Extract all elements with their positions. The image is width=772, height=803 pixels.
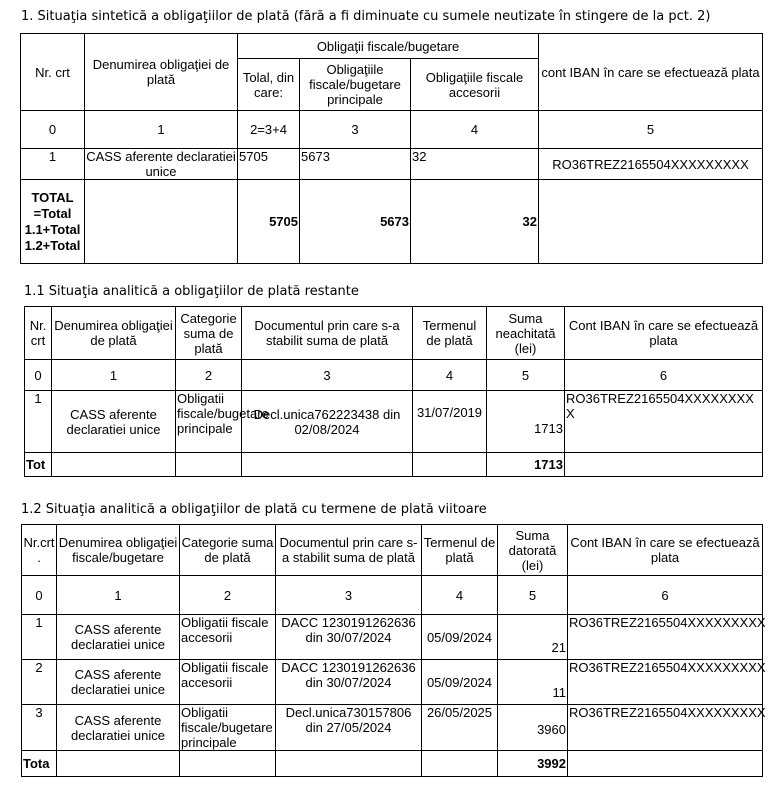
row-nr: 2 xyxy=(22,660,57,705)
total-empty-cell xyxy=(57,751,180,777)
row-suma: 11 xyxy=(498,660,568,705)
table-row xyxy=(21,149,763,180)
index-cell: 3 xyxy=(276,576,422,615)
header-iban: Cont IBAN în care se efectuează plata xyxy=(565,307,763,360)
total-row xyxy=(22,751,763,777)
total-suma-value: 1713 xyxy=(487,453,565,477)
header-suma: Suma neachitată (lei) xyxy=(487,307,565,360)
index-cell: 3 xyxy=(300,111,411,149)
index-cell: 0 xyxy=(22,576,57,615)
row-iban: RO36TREZ2165504XXXXXXXXX xyxy=(539,149,763,180)
header-obligatii-group: Obligaţii fiscale/bugetare xyxy=(238,34,539,59)
section-1-1-title: 1.1 Situaţia analitică a obligaţiilor de plată restante xyxy=(24,284,359,299)
index-cell: 5 xyxy=(539,111,763,149)
index-cell: 4 xyxy=(413,360,487,391)
row-categorie: Obligatii fiscale/bugetare principale xyxy=(180,705,276,751)
header-termen: Termenul de plată xyxy=(413,307,487,360)
total-accesorii-value: 32 xyxy=(411,180,539,264)
index-cell: 1 xyxy=(52,360,176,391)
section-1-2-title: 1.2 Situaţia analitică a obligaţiilor de plată cu termene de plată viitoare xyxy=(21,502,487,517)
header-nr-crt: Nr. crt xyxy=(25,307,52,360)
index-cell: 5 xyxy=(487,360,565,391)
row-termen: 05/09/2024 xyxy=(422,660,498,705)
row-suma: 21 xyxy=(498,615,568,660)
header-iban: Cont IBAN în care se efectuează plata xyxy=(568,525,763,576)
header-iban: cont IBAN în care se efectuează plata xyxy=(539,34,763,111)
header-accesorii: Obligaţiile fiscale accesorii xyxy=(411,59,539,111)
total-row xyxy=(21,180,763,264)
header-document: Documentul prin care s-a stabilit suma de plată xyxy=(276,525,422,576)
index-cell: 1 xyxy=(85,111,238,149)
row-termen: 26/05/2025 xyxy=(422,705,498,751)
header-document: Documentul prin care s-a stabilit suma de plată xyxy=(242,307,413,360)
row-termen: 31/07/2019 xyxy=(413,391,487,453)
row-suma: 3960 xyxy=(498,705,568,751)
total-suma-value: 3992 xyxy=(498,751,568,777)
header-total: Tolal, din care: xyxy=(238,59,300,111)
header-nr-crt: Nr. crt xyxy=(21,34,85,111)
table-row xyxy=(22,660,763,705)
header-categorie: Categorie suma de plată xyxy=(180,525,276,576)
total-principale-value: 5673 xyxy=(300,180,411,264)
total-empty-cell xyxy=(176,453,242,477)
restante-table xyxy=(24,306,763,477)
total-empty-cell xyxy=(539,180,763,264)
total-empty-cell xyxy=(422,751,498,777)
row-nr: 3 xyxy=(22,705,57,751)
viitoare-table xyxy=(21,524,766,777)
total-empty-cell xyxy=(568,751,763,777)
index-cell: 2=3+4 xyxy=(238,111,300,149)
header-nr-crt: Nr.crt . xyxy=(22,525,57,576)
row-denumirea: CASS aferente declaratiei unice xyxy=(57,615,180,660)
index-cell: 6 xyxy=(568,576,763,615)
row-denumirea: CASS aferente declaratiei unice xyxy=(86,149,236,179)
header-principale: Obligaţiile fiscale/bugetare principale xyxy=(300,59,411,111)
total-empty-cell xyxy=(565,453,763,477)
row-iban: RO36TREZ2165504XXXXXXXXX xyxy=(565,391,763,453)
header-denumirea: Denumirea obligaţiei fiscale/bugetare xyxy=(57,525,180,576)
index-cell: 5 xyxy=(498,576,568,615)
row-categorie: Obligatii fiscale/bugetare principale xyxy=(176,391,242,453)
section-1-title: 1. Situaţia sintetică a obligaţiilor de plată (fără a fi diminuate cu sumele neutizate în stingere de la pct. 2) xyxy=(21,9,711,24)
index-cell: 4 xyxy=(422,576,498,615)
row-iban: RO36TREZ2165504XXXXXXXXX xyxy=(568,705,763,751)
header-suma: Suma datorată (lei) xyxy=(498,525,568,576)
row-termen: 05/09/2024 xyxy=(422,615,498,660)
row-total: 5705 xyxy=(238,149,300,180)
table-row xyxy=(22,615,763,660)
row-document: DACC 1230191262636 din 30/07/2024 xyxy=(276,660,422,705)
index-cell: 0 xyxy=(21,111,85,149)
row-categorie: Obligatii fiscale accesorii xyxy=(180,615,276,660)
header-termen: Termenul de plată xyxy=(422,525,498,576)
total-empty-cell xyxy=(52,453,176,477)
total-label: Tot xyxy=(25,453,52,477)
header-categorie: Categorie suma de plată xyxy=(176,307,242,360)
row-iban: RO36TREZ2165504XXXXXXXXX xyxy=(568,660,763,705)
row-principale: 5673 xyxy=(300,149,411,180)
row-denumirea: CASS aferente declaratiei unice xyxy=(52,391,176,453)
index-cell: 4 xyxy=(411,111,539,149)
total-value: 5705 xyxy=(238,180,300,264)
index-cell: 2 xyxy=(176,360,242,391)
row-denumirea: CASS aferente declaratiei unice xyxy=(57,705,180,751)
row-denumirea: CASS aferente declaratiei unice xyxy=(57,660,180,705)
total-empty-cell xyxy=(276,751,422,777)
header-denumirea: Denumirea obligaţiei de plată xyxy=(52,307,176,360)
index-cell: 1 xyxy=(57,576,180,615)
table-row xyxy=(25,391,763,453)
total-label: Tota xyxy=(22,751,57,777)
row-document: Decl.unica762223438 din 02/08/2024 xyxy=(242,391,413,453)
row-nr: 1 xyxy=(25,391,52,453)
row-categorie: Obligatii fiscale accesorii xyxy=(180,660,276,705)
index-cell: 3 xyxy=(242,360,413,391)
total-empty-cell xyxy=(242,453,413,477)
total-empty-cell xyxy=(413,453,487,477)
index-cell: 0 xyxy=(25,360,52,391)
row-nr: 1 xyxy=(22,615,57,660)
row-document: DACC 1230191262636 din 30/07/2024 xyxy=(276,615,422,660)
row-iban: RO36TREZ2165504XXXXXXXXX xyxy=(568,615,763,660)
index-cell: 2 xyxy=(180,576,276,615)
row-suma: 1713 xyxy=(487,391,565,453)
index-cell: 6 xyxy=(565,360,763,391)
row-document: Decl.unica730157806 din 27/05/2024 xyxy=(276,705,422,751)
header-denumirea: Denumirea obligaţiei de plată xyxy=(85,34,238,111)
total-label: TOTAL =Total 1.1+Total 1.2+Total xyxy=(21,180,85,264)
total-empty-cell xyxy=(85,180,238,264)
table-row xyxy=(22,705,763,751)
summary-table xyxy=(20,33,763,264)
total-row xyxy=(25,453,763,477)
row-accesorii: 32 xyxy=(411,149,539,180)
total-empty-cell xyxy=(180,751,276,777)
row-nr: 1 xyxy=(21,149,85,180)
